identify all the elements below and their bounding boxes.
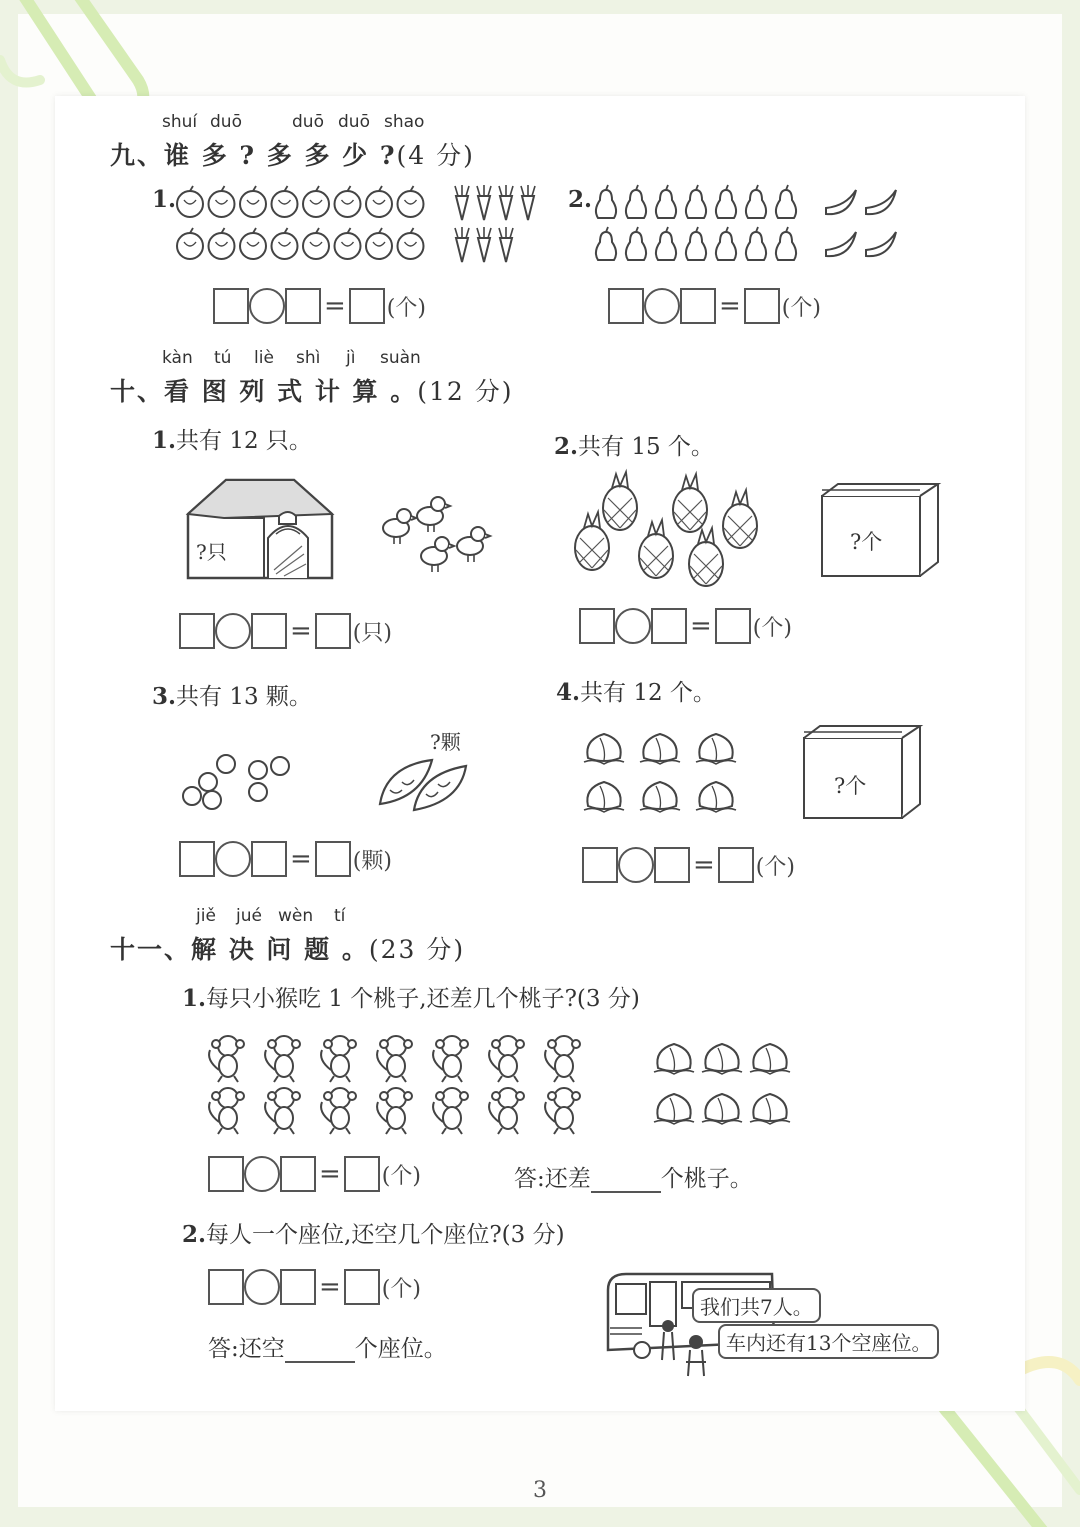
answer-box[interactable] (654, 847, 690, 883)
unit-label: (个) (381, 1276, 421, 1302)
answer-box[interactable] (344, 1269, 380, 1305)
answer-box[interactable] (179, 841, 215, 877)
pinyin: duō (338, 112, 370, 132)
question-10-4 (556, 674, 716, 707)
answer-box[interactable] (715, 608, 751, 644)
question-number: 4. (556, 679, 581, 706)
section-points: (4 分) (396, 141, 475, 170)
answer-box[interactable] (285, 288, 321, 324)
pear-icon (656, 232, 676, 260)
pineapple-icon (723, 504, 757, 548)
chicken-coop-illustration (184, 474, 334, 586)
pinyin: wèn (278, 906, 314, 926)
answer-box[interactable] (179, 613, 215, 649)
answer-line (208, 1330, 447, 1363)
section-points: (23 分) (368, 935, 466, 964)
question-number: 3. (152, 683, 177, 710)
banana-icon (826, 190, 856, 214)
pineapples-illustration (572, 476, 772, 588)
apples-illustration (176, 186, 436, 268)
pineapple-icon (673, 488, 707, 532)
pinyin: jiě (196, 906, 216, 926)
answer-box[interactable] (344, 1156, 380, 1192)
carrot-icon (478, 238, 490, 262)
pineapple-icon (689, 542, 723, 586)
answer-blank[interactable] (285, 1339, 355, 1363)
unknown-label: ?颗 (430, 730, 461, 754)
question-number: 1. (182, 985, 207, 1012)
carrots-illustration (448, 186, 548, 268)
answer-box[interactable] (718, 847, 754, 883)
question-text: 共有 13 颗。 (176, 684, 312, 710)
question-10-3 (152, 678, 312, 711)
monkeys-illustration (204, 1030, 594, 1138)
banana-icon (826, 232, 856, 256)
monkey-icon (274, 1036, 294, 1056)
operator-circle[interactable] (215, 613, 251, 649)
section-points: (12 分) (417, 377, 514, 406)
pineapple-icon (639, 534, 673, 578)
answer-box[interactable] (582, 847, 618, 883)
answer-box[interactable] (280, 1156, 316, 1192)
pear-icon (626, 232, 646, 260)
pears-illustration (592, 186, 812, 270)
pinyin: duō (210, 112, 242, 132)
equation-row: = (只) (179, 613, 392, 649)
monkey-icon (218, 1036, 238, 1056)
answer-prefix: 答:还空 (208, 1336, 285, 1362)
unit-label: (个) (755, 854, 795, 880)
question-number: 2. (568, 186, 593, 213)
carrot-icon (522, 196, 534, 220)
pinyin: suàn (380, 348, 421, 368)
speech-bubble: 我们共7人。 (692, 1288, 821, 1323)
carrot-icon (456, 238, 468, 262)
answer-blank[interactable] (591, 1169, 661, 1193)
equation-row: = (个) (579, 608, 792, 644)
answer-prefix: 答:还差 (514, 1166, 591, 1192)
bean-pods-icon (376, 752, 470, 814)
answer-box[interactable] (744, 288, 780, 324)
banana-icon (866, 190, 896, 214)
chicks-illustration (378, 492, 498, 578)
unit-label: (个) (752, 615, 792, 641)
carrot-icon (500, 196, 512, 220)
question-number: 1. (152, 186, 177, 213)
pinyin: jì (346, 348, 356, 368)
beans-illustration (178, 750, 298, 812)
pear-icon (746, 190, 766, 218)
pinyin: shì (296, 348, 321, 368)
pinyin: shao (384, 112, 425, 132)
monkey-icon (554, 1088, 574, 1108)
pinyin: jué (236, 906, 262, 926)
answer-box[interactable] (680, 288, 716, 324)
pear-icon (686, 190, 706, 218)
pear-icon (716, 190, 736, 218)
answer-box[interactable] (280, 1269, 316, 1305)
banana-icon (866, 232, 896, 256)
equation-row: = (个) (608, 288, 821, 324)
peaches-illustration (654, 1038, 794, 1134)
operator-circle[interactable] (244, 1269, 280, 1305)
question-number: 2. (554, 433, 579, 460)
answer-box[interactable] (208, 1269, 244, 1305)
unknown-label: ?只 (196, 540, 227, 564)
carrot-icon (478, 196, 490, 220)
pinyin: tí (334, 906, 346, 926)
answer-box[interactable] (315, 841, 351, 877)
monkey-icon (330, 1088, 350, 1108)
pineapple-icon (603, 486, 637, 530)
equation-row: = (个) (582, 847, 795, 883)
section-10-heading (110, 372, 514, 408)
question-10-2 (554, 428, 714, 461)
monkey-icon (386, 1088, 406, 1108)
monkey-icon (330, 1036, 350, 1056)
unit-label: (个) (781, 295, 821, 321)
carrot-icon (456, 196, 468, 220)
question-text: 共有 12 个。 (580, 680, 716, 706)
question-number: 1. (152, 427, 177, 454)
answer-box[interactable] (251, 841, 287, 877)
operator-circle[interactable] (618, 847, 654, 883)
carrot-icon (500, 238, 512, 262)
pear-icon (596, 190, 616, 218)
monkey-icon (442, 1088, 462, 1108)
monkey-icon (442, 1036, 462, 1056)
monkey-icon (218, 1088, 238, 1108)
section-title: 十、看 图 列 式 计 算 。 (110, 377, 418, 406)
section-title: 十一、解 决 问 题 。 (110, 935, 369, 964)
question-text: 每人一个座位,还空几个座位?(3 分) (206, 1222, 565, 1248)
operator-circle[interactable] (244, 1156, 280, 1192)
question-11-2 (182, 1216, 565, 1249)
unknown-label: ?个 (834, 774, 867, 798)
question-text: 共有 15 个。 (578, 434, 714, 460)
answer-box[interactable] (579, 608, 615, 644)
monkey-icon (274, 1088, 294, 1108)
question-number: 2. (182, 1221, 207, 1248)
pear-icon (686, 232, 706, 260)
pear-icon (776, 190, 796, 218)
operator-circle[interactable] (644, 288, 680, 324)
pineapple-icon (575, 526, 609, 570)
monkey-icon (386, 1036, 406, 1056)
peaches-illustration (578, 726, 744, 826)
monkey-icon (498, 1036, 518, 1056)
answer-line (514, 1160, 753, 1193)
question-text: 每只小猴吃 1 个桃子,还差几个桃子?(3 分) (206, 986, 640, 1012)
pear-icon (746, 232, 766, 260)
question-10-1 (152, 422, 312, 455)
section-title: 九、谁 多 ? 多 多 少 ? (110, 141, 397, 170)
unit-label: (个) (381, 1163, 421, 1189)
unit-label: (颗) (352, 848, 392, 874)
pear-icon (776, 232, 796, 260)
pear-icon (716, 232, 736, 260)
pinyin: shuí (162, 112, 198, 132)
page-number: 3 (533, 1478, 547, 1503)
pear-icon (656, 190, 676, 218)
answer-box[interactable] (208, 1156, 244, 1192)
unit-label: (只) (352, 620, 392, 646)
answer-suffix: 个桃子。 (660, 1166, 753, 1192)
pinyin: tú (214, 348, 232, 368)
pinyin: duō (292, 112, 324, 132)
operator-circle[interactable] (615, 608, 651, 644)
equation-row: = (个) (208, 1156, 421, 1192)
pear-icon (626, 190, 646, 218)
unknown-label: ?个 (850, 530, 883, 554)
section-9-heading (110, 136, 475, 172)
operator-circle[interactable] (215, 841, 251, 877)
pinyin: liè (254, 348, 274, 368)
answer-box[interactable] (315, 613, 351, 649)
section-11-heading (110, 930, 465, 966)
question-text: 共有 12 只。 (176, 428, 312, 454)
answer-box[interactable] (651, 608, 687, 644)
operator-circle[interactable] (249, 288, 285, 324)
monkey-icon (554, 1036, 574, 1056)
answer-box[interactable] (608, 288, 644, 324)
answer-box[interactable] (251, 613, 287, 649)
question-11-1 (182, 980, 640, 1013)
answer-suffix: 个座位。 (354, 1336, 447, 1362)
equation-row: = (个) (213, 288, 426, 324)
answer-box[interactable] (349, 288, 385, 324)
pear-icon (596, 232, 616, 260)
speech-bubble: 车内还有13个空座位。 (718, 1324, 939, 1359)
bananas-illustration (826, 186, 916, 270)
answer-box[interactable] (213, 288, 249, 324)
unit-label: (个) (386, 295, 426, 321)
pinyin: kàn (162, 348, 193, 368)
equation-row: = (个) (208, 1269, 421, 1305)
equation-row: = (颗) (179, 841, 392, 877)
monkey-icon (498, 1088, 518, 1108)
